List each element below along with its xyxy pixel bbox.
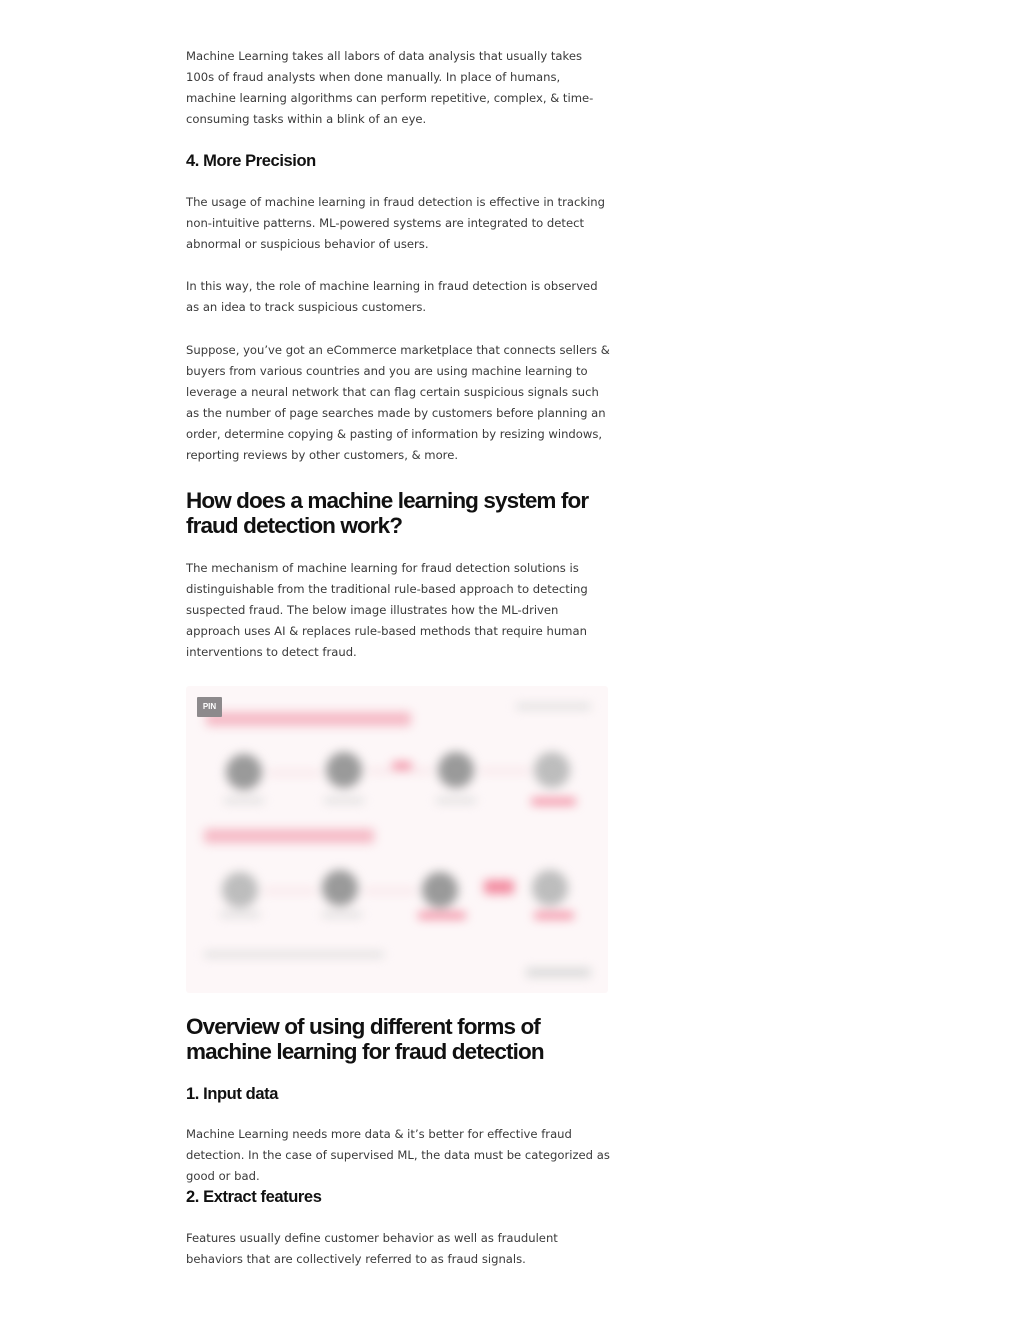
paragraph-suspicious-customers: In this way, the role of machine learning in fraud detection is observed as an idea to track suspicious customers. [186,279,598,314]
diagram-section-bar [204,829,374,843]
diagram-caption [322,912,362,917]
diagram-caption [224,798,264,803]
diagram-legend [516,704,591,709]
diagram-caption [220,912,260,917]
heading-extract-features: 2. Extract features [186,1188,322,1206]
diagram-node [222,872,258,908]
diagram-caption [436,798,476,803]
paragraph-precision: The usage of machine learning in fraud detection is effective in tracking non-intuitive patterns. ML-powered systems are integrated to detect abnormal or suspicious behavior of users. [186,195,606,251]
diagram-logo [526,968,591,977]
diagram-footnote [204,952,384,957]
heading-how-it-works: How does a machine learning system for fraud detection work? [186,488,589,538]
paragraph-mechanism: The mechanism of machine learning for fraud detection solutions is distinguishable from the traditional rule-based approach to detecting suspected fraud. The below image illustrates how the ML-driven approach uses AI & replaces rule-based methods that require human interventions to detect fraud. [186,561,588,659]
diagram-title-bar [206,712,411,726]
diagram-node [322,870,358,906]
diagram-connector [364,890,416,892]
diagram-node [532,870,568,906]
diagram-connector [480,770,530,772]
diagram-node [226,754,262,790]
diagram-marker [418,912,466,919]
diagram-node [422,872,458,908]
paragraph-ml-labor: Machine Learning takes all labors of data analysis that usually takes 100s of fraud analysts when done manually. In place of humans, machine learning algorithms can perform repetitive, complex, & time-consuming tasks within a blink of an eye. [186,49,594,126]
heading-overview: Overview of using different forms of machine learning for fraud detection [186,1014,544,1064]
paragraph-input-data: Machine Learning needs more data & it’s better for effective fraud detection. In the case of supervised ML, the data must be categorized as good or bad. [186,1127,610,1183]
diagram-node [438,752,474,788]
diagram-connector [264,890,316,892]
diagram-node [534,752,570,788]
paragraph-extract-features: Features usually define customer behavior as well as fraudulent behaviors that are collectively referred to as fraud signals. [186,1231,558,1266]
diagram-marker [531,798,576,805]
diagram-marker [484,880,514,894]
diagram-connector [368,770,432,772]
diagram-node [326,752,362,788]
heading-more-precision: 4. More Precision [186,152,316,170]
heading-input-data: 1. Input data [186,1085,278,1103]
diagram-marker [534,912,574,919]
fraud-detection-diagram-image [186,686,608,993]
diagram-marker [392,762,412,769]
paragraph-ecommerce-example: Suppose, you’ve got an eCommerce marketplace that connects sellers & buyers from various countries and you are using machine learning to leverage a neural network that can flag certain suspicious signals such as the number of page searches made by customers before planning an order, determine copying & pasting of information by resizing windows, reporting reviews by other customers, & more. [186,343,610,462]
diagram-connector [268,772,320,774]
diagram-caption [324,798,364,803]
pin-button[interactable]: PIN [197,697,222,717]
